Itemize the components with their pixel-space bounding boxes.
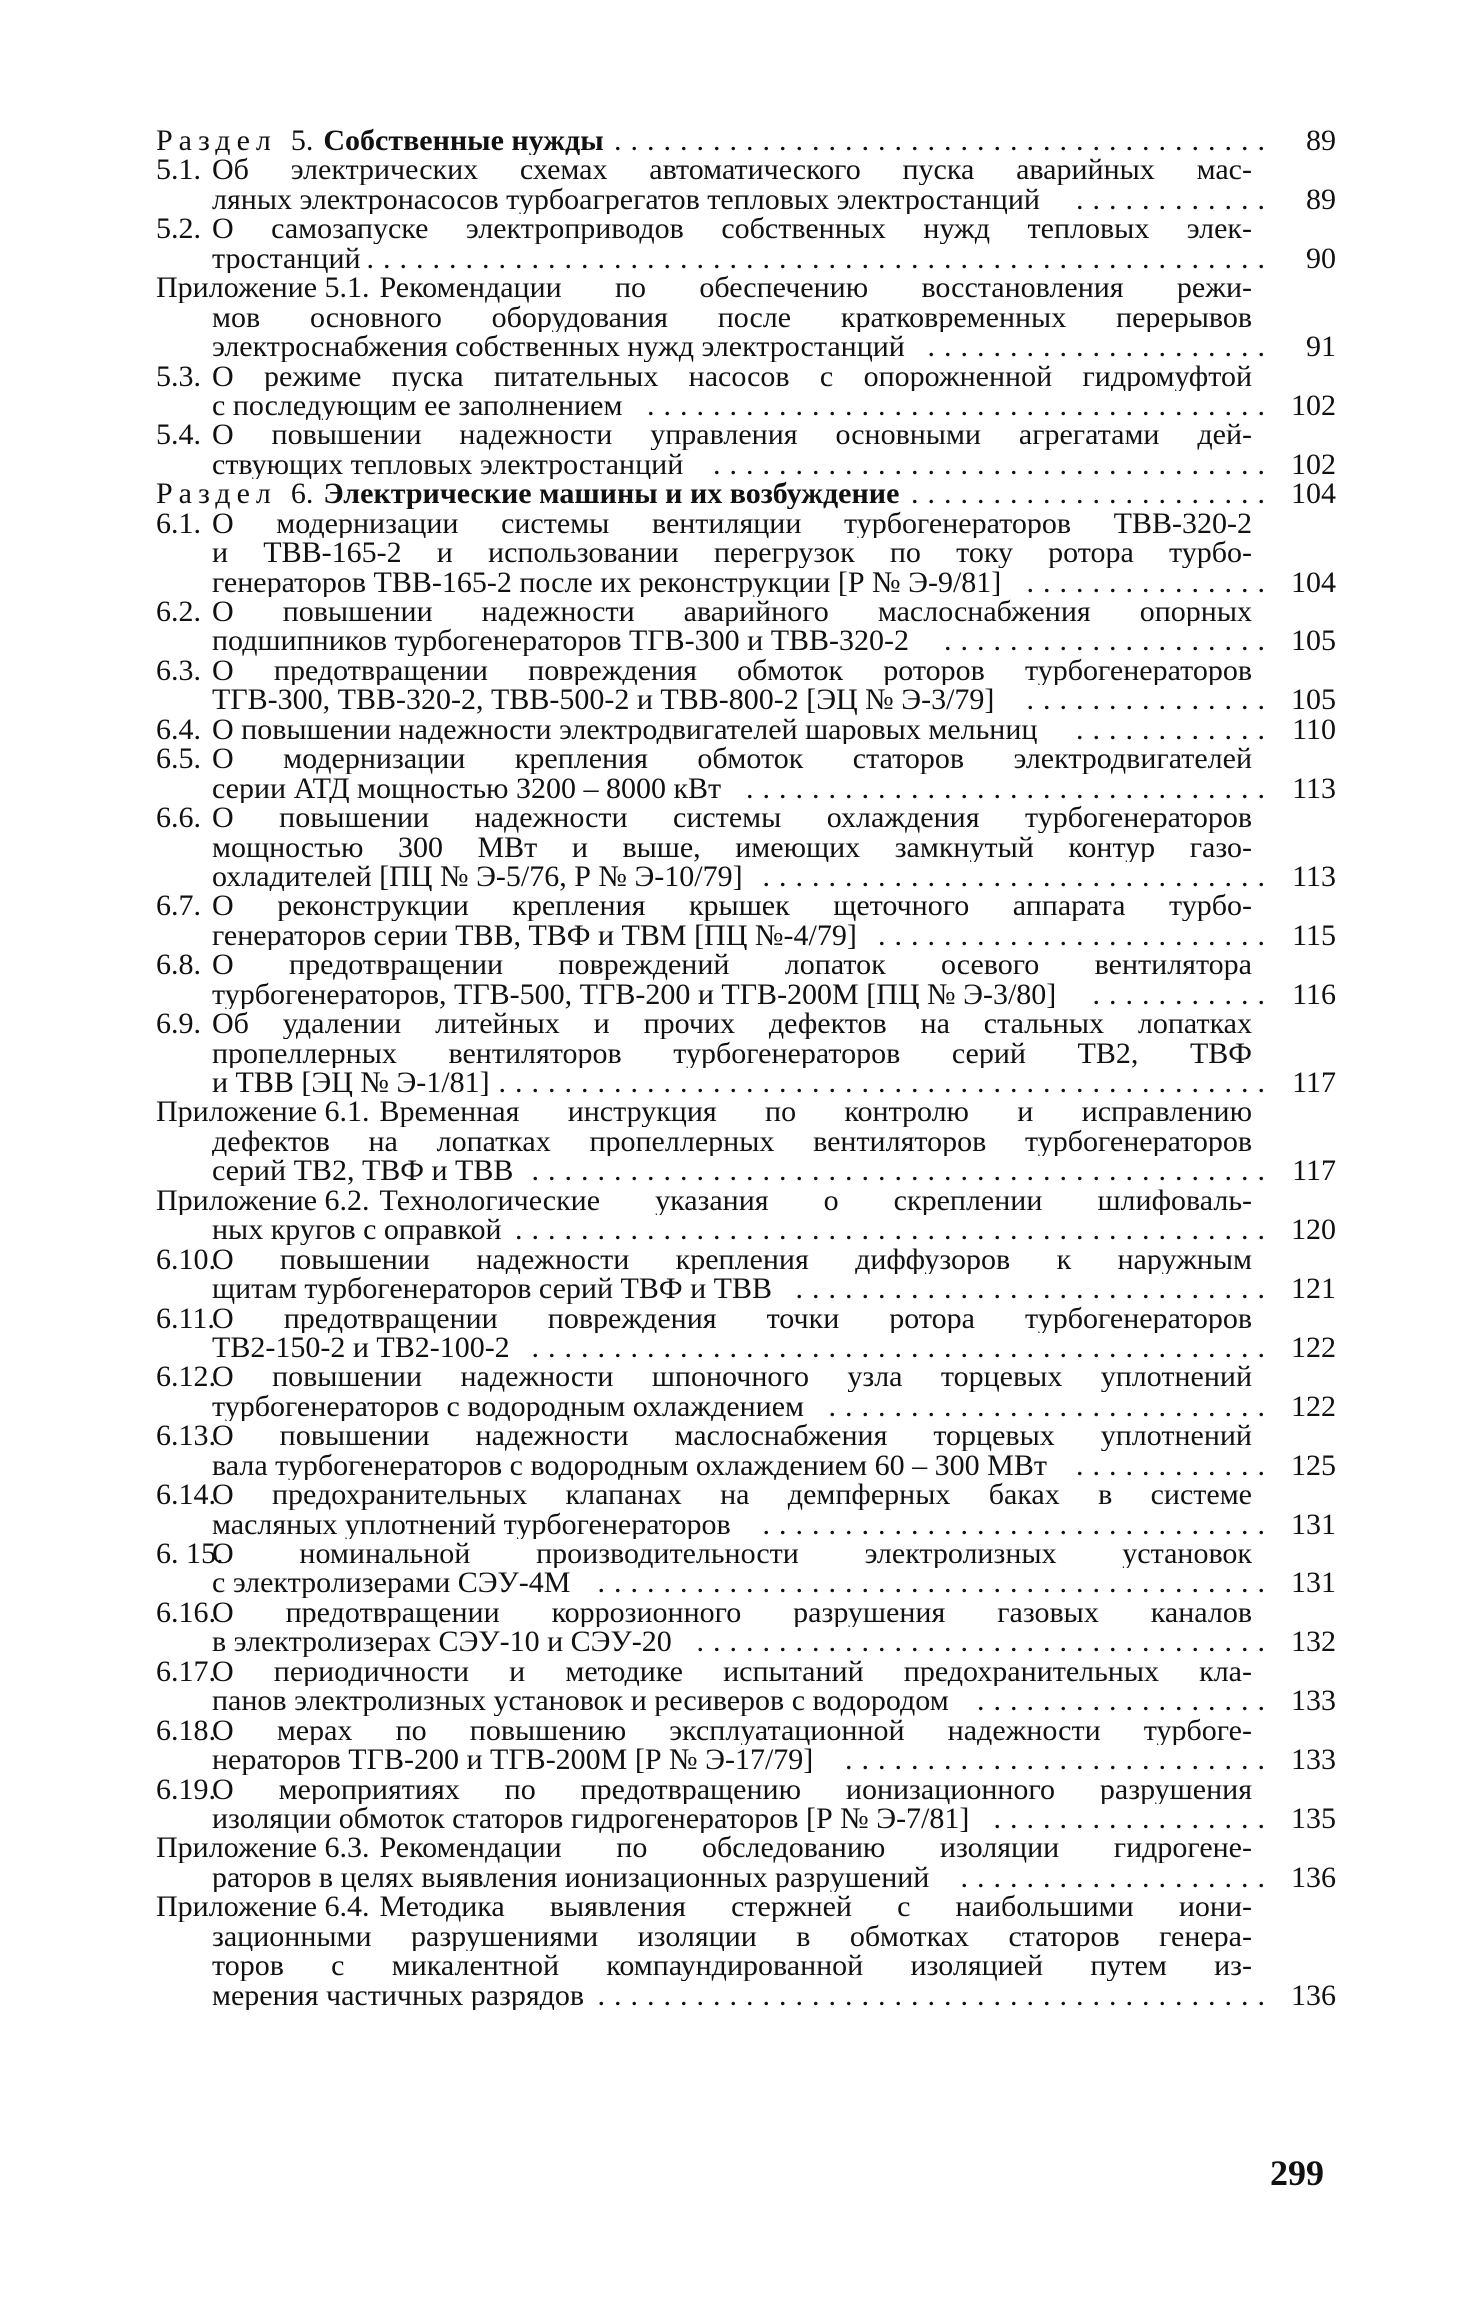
dot-leader: ...................................... (647, 390, 1274, 421)
toc-line (156, 155, 1336, 184)
entry-text: серии АТД мощностью 3200 – 8000 кВт (212, 773, 722, 804)
toc-line (156, 214, 1336, 243)
entry-number: 6.17. (156, 1656, 216, 1687)
page-reference: 105 (1291, 626, 1336, 656)
page-reference: 122 (1291, 1391, 1336, 1422)
dot-leader: ..................... (927, 332, 1274, 362)
entry-number: 6.4. (156, 714, 201, 745)
page-reference: 133 (1291, 1745, 1336, 1775)
toc-line (156, 1775, 1336, 1804)
entry-text: ных кругов с оправкой (212, 1215, 502, 1245)
entry-text: О режиме пуска питательных насосов с опорожненной гидромуфтой (212, 361, 1252, 391)
toc-line (156, 774, 1336, 803)
toc-line (156, 509, 1336, 538)
toc-line (156, 1127, 1336, 1156)
entry-text: изоляции обмоток статоров гидрогенераторов [Р № Э-7/81] (212, 1803, 970, 1834)
toc-entry (156, 1362, 1336, 1421)
page-reference: 105 (1291, 685, 1336, 715)
section-title: Собственные нужды (323, 126, 604, 156)
page-reference: 132 (1291, 1627, 1336, 1657)
entry-number: 5.4. (156, 420, 201, 450)
page-reference: 89 (1306, 184, 1336, 215)
dot-leader: ............................................... (498, 1068, 1274, 1098)
toc-appendix-entry (156, 1186, 1336, 1245)
entry-text: с последующим ее заполнением (212, 390, 623, 421)
entry-text: О повышении надежности крепления диффузоров к наружным (212, 1244, 1252, 1275)
toc-line (156, 479, 1336, 508)
entry-text: генераторов серии ТВВ, ТВФ и ТВМ [ПЦ №-4/79] (212, 920, 857, 951)
toc-line (156, 891, 1336, 920)
entry-text: Об удалении литейных и прочих дефектов на стальных лопатках (212, 1009, 1252, 1039)
entry-text: в электролизерах СЭУ-10 и СЭУ-20 (212, 1627, 672, 1657)
dot-leader: ....................................................... (366, 243, 1274, 274)
entry-text: О повышении надежности маслоснабжения торцевых уплотнений (212, 1421, 1252, 1451)
dot-leader: ........... (1092, 979, 1274, 1010)
toc-line (156, 1510, 1336, 1539)
toc-entry (156, 1480, 1336, 1539)
entry-number: 5.2. (156, 214, 201, 244)
section-word: Раздел (156, 479, 277, 509)
dot-leader: ........................... (828, 1391, 1274, 1422)
toc-entry (156, 1304, 1336, 1363)
dot-leader: ............... (1026, 685, 1274, 715)
entry-number: 6.14. (156, 1480, 216, 1510)
toc-entry (156, 1421, 1336, 1480)
dot-leader: ............................... (762, 861, 1274, 892)
dot-leader: ................. (993, 1803, 1274, 1834)
toc-entry (156, 1009, 1336, 1097)
section-word: Раздел (156, 126, 277, 156)
dot-leader: ......................................... (597, 1568, 1274, 1598)
entry-number: 6.11. (156, 1303, 215, 1333)
entry-number: 6.6. (156, 803, 201, 833)
toc-line (156, 862, 1336, 891)
entry-text: О повышении надежности шпоночного узла торцевых уплотнений (212, 1362, 1252, 1392)
entry-text: ляных электронасосов турбоагрегатов тепловых электростанций (212, 184, 1040, 215)
page-reference: 136 (1291, 1980, 1336, 2010)
entry-number: 6.2. (156, 597, 201, 627)
page-reference: 117 (1292, 1068, 1336, 1098)
toc-appendix-entry (156, 1833, 1336, 1892)
toc-line (156, 1186, 1336, 1215)
entry-text: дефектов на лопатках пропеллерных вентиляторов турбогенераторов (212, 1126, 1252, 1157)
toc-section-heading (156, 479, 1336, 508)
entry-text: масляных уплотнений турбогенераторов (212, 1509, 731, 1539)
dot-leader: .................. (977, 1686, 1274, 1716)
toc-line (156, 1480, 1336, 1509)
entry-text: и ТВВ [ЭЦ № Э-1/81] (212, 1068, 490, 1098)
appendix-label: Приложение 6.2. (156, 1185, 370, 1216)
page-reference: 115 (1292, 920, 1336, 951)
page-reference: 104 (1291, 567, 1336, 597)
dot-leader: .................... (944, 626, 1274, 656)
page-reference: 136 (1291, 1862, 1336, 1893)
entry-text: О предотвращении повреждения обмоток роторов турбогенераторов (212, 655, 1252, 686)
entry-number: 6.3. (156, 655, 201, 686)
dot-leader: ......................................... (597, 1980, 1274, 2010)
entry-text: О повышении надежности электродвигателей шаровых мельниц (212, 714, 1038, 745)
entry-text: О повышении надежности управления основными агрегатами дей- (212, 420, 1252, 450)
dot-leader: ............ (1076, 1450, 1274, 1481)
toc-line (156, 1892, 1336, 1921)
entry-text: О модернизации системы вентиляции турбогенераторов ТВВ-320-2 (212, 508, 1252, 539)
toc-line (156, 626, 1336, 655)
entry-text: генераторов ТВВ-165-2 после их реконструкции [Р № Э-9/81] (212, 567, 1002, 597)
entry-text: Об электрических схемах автоматического пуска аварийных мас- (212, 155, 1252, 185)
dot-leader: ............ (1076, 184, 1274, 215)
toc-entry (156, 509, 1336, 597)
entry-text: ТВ2-150-2 и ТВ2-100-2 (212, 1332, 510, 1363)
dot-leader: .............................................. (515, 1215, 1274, 1245)
toc-line (156, 1392, 1336, 1421)
toc-line (156, 420, 1336, 449)
dot-leader: ...................... (911, 479, 1274, 509)
entry-number: 6.10. (156, 1244, 216, 1275)
toc-line (156, 1568, 1336, 1597)
page-reference: 89 (1306, 126, 1336, 156)
entry-text: с электролизерами СЭУ-4М (212, 1568, 571, 1598)
toc-line (156, 715, 1336, 744)
toc-entry (156, 891, 1336, 950)
dot-leader: ................................ (746, 773, 1274, 804)
section-number: 5. (290, 126, 314, 156)
toc-line (156, 1245, 1336, 1274)
toc-appendix-entry (156, 1892, 1336, 2010)
toc-line (156, 332, 1336, 361)
page-reference: 102 (1291, 390, 1336, 421)
entry-text: О предотвращении повреждения точки ротора турбогенераторов (212, 1303, 1252, 1333)
page-reference: 117 (1292, 1156, 1336, 1186)
dot-leader: ............................. (795, 1274, 1274, 1304)
page-reference: 110 (1292, 714, 1336, 745)
toc-line (156, 273, 1336, 302)
entry-number: 6.8. (156, 950, 201, 980)
page-reference: 120 (1291, 1215, 1336, 1245)
entry-text: турбогенераторов, ТГВ-500, ТГВ-200 и ТГВ-200М [ПЦ № Э-3/80] (212, 979, 1057, 1010)
toc-line (156, 1951, 1336, 1980)
entry-number: 6.16. (156, 1597, 216, 1628)
toc-line (156, 538, 1336, 567)
toc-line (156, 1039, 1336, 1068)
toc-line (156, 362, 1336, 391)
entry-text: О повышении надежности системы охлаждения турбогенераторов (212, 803, 1252, 833)
entry-text: Временная инструкция по контролю и исправлению (379, 1097, 1252, 1127)
section-number: 6. (290, 479, 314, 509)
toc-line (156, 1362, 1336, 1391)
toc-line (156, 1274, 1336, 1303)
entry-text: электроснабжения собственных нужд электростанций (212, 332, 905, 362)
page-number: 299 (1270, 2153, 1324, 2193)
entry-number: 6.13. (156, 1421, 216, 1451)
entry-number: 6.19. (156, 1774, 216, 1804)
toc-line (156, 980, 1336, 1009)
entry-text: панов электролизных установок и ресиверов с водородом (212, 1686, 949, 1716)
toc-entry (156, 1598, 1336, 1657)
toc-line (156, 1833, 1336, 1862)
dot-leader: ........................................ (614, 126, 1274, 156)
entry-text: Рекомендации по обеспечению восстановления режи- (379, 273, 1252, 303)
dot-leader: ................................... (696, 1627, 1274, 1657)
entry-text: О предотвращении повреждений лопаток осевого вентилятора (212, 950, 1252, 980)
page-reference: 133 (1291, 1686, 1336, 1716)
page-reference: 131 (1291, 1568, 1336, 1598)
entry-text: охладителей [ПЦ № Э-5/76, Р № Э-10/79] (212, 861, 743, 892)
toc-entry (156, 1716, 1336, 1775)
entry-text: и ТВВ-165-2 и использовании перегрузок по току ротора турбо- (212, 538, 1252, 568)
entry-number: 5.3. (156, 361, 201, 391)
toc-entry (156, 362, 1336, 421)
toc-entry (156, 597, 1336, 656)
toc-entry (156, 803, 1336, 891)
toc-line (156, 1981, 1336, 2010)
dot-leader: ........................ (878, 920, 1274, 951)
entry-number: 5.1. (156, 155, 201, 185)
toc-entry (156, 744, 1336, 803)
entry-text: зационными разрушениями изоляции в обмотках статоров генера- (212, 1921, 1252, 1952)
page-reference: 104 (1291, 479, 1336, 509)
section-title: Электрические машины и их возбуждение (323, 479, 900, 509)
entry-text: мощностью 300 МВт и выше, имеющих замкнутый контур газо- (212, 832, 1252, 862)
entry-number: 6.18. (156, 1715, 216, 1746)
entry-text: О самозапуске электроприводов собственных нужд тепловых элек- (212, 214, 1252, 244)
entry-text: О реконструкции крепления крышек щеточного аппарата турбо- (212, 891, 1252, 921)
page-reference: 102 (1291, 449, 1336, 480)
entry-text: Рекомендации по обследованию изоляции гидрогене- (379, 1833, 1252, 1863)
entry-number: 6.7. (156, 891, 201, 921)
entry-number: 6. 15. (156, 1539, 224, 1569)
entry-number: 6.1. (156, 508, 201, 539)
toc-entry (156, 950, 1336, 1009)
toc-appendix-entry (156, 273, 1336, 361)
toc-entry (156, 656, 1336, 715)
toc-line (156, 1598, 1336, 1627)
entry-text: торов с микалентной компаундированной изоляцией путем из- (212, 1951, 1252, 1981)
toc-entry (156, 214, 1336, 273)
entry-number: 6.9. (156, 1009, 201, 1039)
toc-line (156, 1686, 1336, 1715)
toc-line (156, 1716, 1336, 1745)
entry-number: 6.12. (156, 1362, 216, 1392)
toc-line (156, 1451, 1336, 1480)
toc-line (156, 803, 1336, 832)
toc-line (156, 1657, 1336, 1686)
entry-text: О модернизации крепления обмоток статоров электродвигателей (212, 744, 1252, 774)
toc-line (156, 950, 1336, 979)
toc-line (156, 1215, 1336, 1244)
entry-text: Технологические указания о скреплении шлифоваль- (379, 1185, 1252, 1216)
entry-text: серий ТВ2, ТВФ и ТВВ (212, 1156, 514, 1186)
appendix-label: Приложение 5.1. (156, 273, 370, 303)
entry-text: турбогенераторов с водородным охлаждением (212, 1391, 805, 1422)
toc-line (156, 597, 1336, 626)
toc-entry (156, 715, 1336, 744)
toc-line (156, 1304, 1336, 1333)
toc-line (156, 1539, 1336, 1568)
entry-text: О повышении надежности аварийного маслоснабжения опорных (212, 597, 1252, 627)
table-of-contents (156, 126, 1336, 2010)
page-reference: 121 (1291, 1274, 1336, 1304)
toc-line (156, 656, 1336, 685)
entry-number: 6.5. (156, 744, 201, 774)
dot-leader: .................................. (713, 449, 1274, 480)
dot-leader: ................... (960, 1862, 1274, 1893)
page-reference: 116 (1292, 979, 1336, 1010)
toc-line (156, 744, 1336, 773)
entry-text: О предотвращении коррозионного разрушения газовых каналов (212, 1597, 1252, 1628)
toc-line (156, 1421, 1336, 1450)
toc-line (156, 1745, 1336, 1774)
toc-line (156, 1097, 1336, 1126)
toc-line (156, 685, 1336, 714)
toc-line (156, 921, 1336, 950)
entry-text: мерения частичных разрядов (212, 1980, 585, 2010)
toc-line (156, 1156, 1336, 1185)
appendix-label: Приложение 6.3. (156, 1833, 370, 1863)
entry-text: О номинальной производительности электролизных установок (212, 1539, 1252, 1569)
toc-line (156, 1068, 1336, 1097)
toc-line (156, 833, 1336, 862)
page-reference: 91 (1306, 332, 1336, 362)
entry-text: О предохранительных клапанах на демпферных баках в системе (212, 1480, 1252, 1510)
entry-text: О мероприятиях по предотвращению ионизационного разрушения (212, 1774, 1252, 1804)
entry-text: Методика выявления стержней с наибольшими иони- (379, 1892, 1252, 1922)
page-reference: 113 (1292, 773, 1336, 804)
page-reference: 135 (1291, 1803, 1336, 1834)
toc-entry (156, 420, 1336, 479)
entry-text: ТГВ-300, ТВВ-320-2, ТВВ-500-2 и ТВВ-800-2 [ЭЦ № Э-3/79] (212, 685, 995, 715)
toc-line (156, 1863, 1336, 1892)
toc-line (156, 126, 1336, 155)
entry-text: подшипников турбогенераторов ТГВ-300 и ТВВ-320-2 (212, 626, 910, 656)
toc-line (156, 244, 1336, 273)
dot-leader: ............ (1076, 714, 1274, 745)
entry-text: мов основного оборудования после кратковременных перерывов (212, 302, 1252, 333)
entry-text: О периодичности и методике испытаний предохранительных кла- (212, 1656, 1252, 1687)
toc-line (156, 450, 1336, 479)
toc-entry (156, 155, 1336, 214)
page-reference: 113 (1292, 861, 1336, 892)
toc-entry (156, 1245, 1336, 1304)
entry-text: пропеллерных вентиляторов турбогенераторов серий ТВ2, ТВФ (212, 1038, 1252, 1068)
entry-text: ствующих тепловых электростанций (212, 449, 684, 480)
toc-line (156, 1009, 1336, 1038)
page-reference: 131 (1291, 1509, 1336, 1539)
toc-entry (156, 1775, 1336, 1834)
toc-line (156, 391, 1336, 420)
dot-leader: .......................... (845, 1745, 1274, 1775)
dot-leader: ............................................. (531, 1156, 1274, 1186)
toc-appendix-entry (156, 1097, 1336, 1185)
toc-line (156, 568, 1336, 597)
toc-entry (156, 1539, 1336, 1598)
entry-text: раторов в целях выявления ионизационных разрушений (212, 1862, 930, 1893)
toc-section-heading (156, 126, 1336, 155)
toc-entry (156, 1657, 1336, 1716)
toc-line (156, 303, 1336, 332)
entry-text: тростанций (212, 243, 361, 274)
entry-text: щитам турбогенераторов серий ТВФ и ТВВ (212, 1274, 772, 1304)
page-reference: 122 (1291, 1332, 1336, 1363)
toc-line (156, 1627, 1336, 1656)
appendix-label: Приложение 6.4. (156, 1892, 370, 1922)
entry-text: О мерах по повышению эксплуатационной надежности турбоге- (212, 1715, 1252, 1746)
toc-line (156, 1804, 1336, 1833)
dot-leader: ............................................. (531, 1332, 1274, 1363)
toc-line (156, 1922, 1336, 1951)
appendix-label: Приложение 6.1. (156, 1097, 370, 1127)
entry-text: вала турбогенераторов с водородным охлаждением 60 – 300 МВт (212, 1450, 1047, 1481)
page-reference: 90 (1306, 243, 1336, 274)
entry-text: нераторов ТГВ-200 и ТГВ-200М [Р № Э-17/79] (212, 1745, 814, 1775)
toc-line (156, 185, 1336, 214)
dot-leader: ............... (1026, 567, 1274, 597)
dot-leader: ............................... (762, 1509, 1274, 1539)
toc-line (156, 1333, 1336, 1362)
page-reference: 125 (1291, 1450, 1336, 1481)
